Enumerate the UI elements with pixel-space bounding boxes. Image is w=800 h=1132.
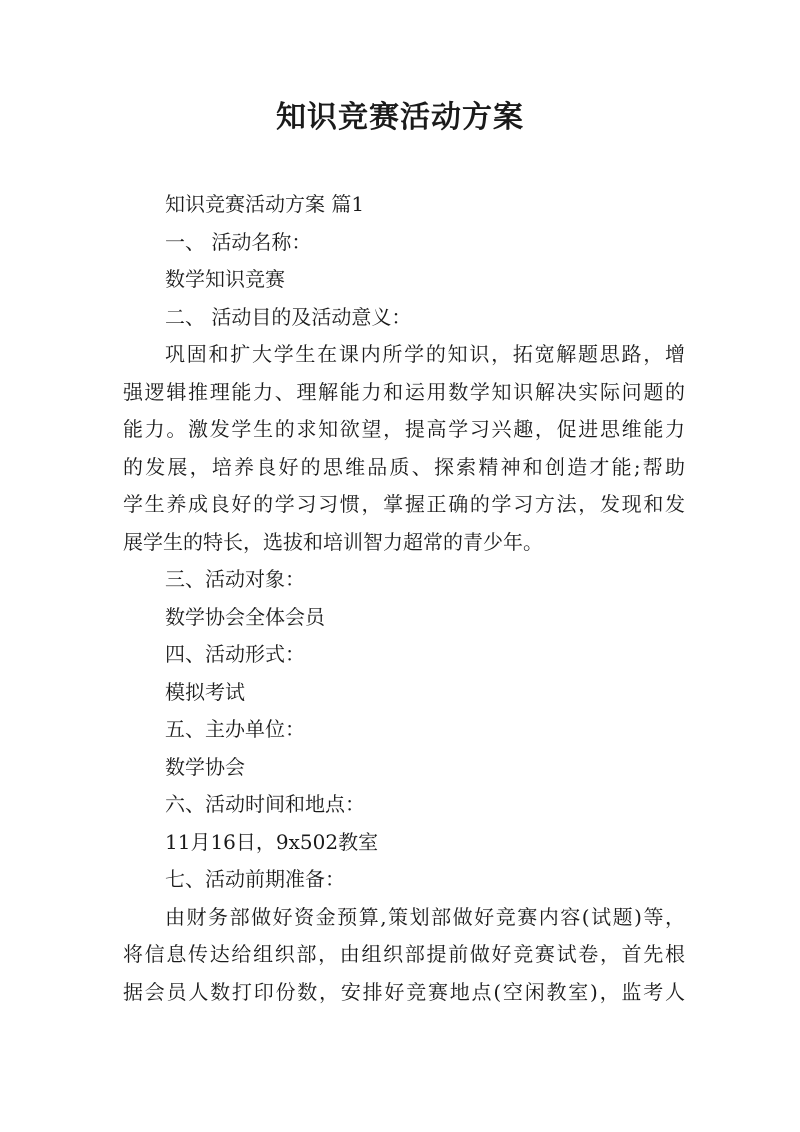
item-value-3: 数学协会全体会员 — [165, 604, 325, 629]
paragraph-line: 据会员人数打印份数，安排好竞赛地点(空闲教室)，监考人 — [123, 979, 685, 1004]
item-value-4: 模拟考试 — [165, 679, 245, 704]
document-body — [123, 186, 685, 1011]
item-value-1: 数学知识竞赛 — [165, 267, 285, 291]
item-heading-4: 四、活动形式： — [165, 642, 305, 666]
item-heading-7: 七、活动前期准备： — [165, 867, 345, 891]
paragraph-line: 由财务部做好资金预算,策划部做好竞赛内容(试题)等， — [165, 904, 685, 929]
paragraph-line: 学生养成良好的学习习惯，掌握正确的学习方法，发现和发 — [123, 492, 685, 516]
paragraph-line: 强逻辑推理能力、理解能力和运用数学知识解决实际问题的 — [123, 379, 685, 404]
item-value-6: 11月16日，9x502教室 — [165, 829, 379, 854]
paragraph-purpose — [123, 336, 685, 561]
paragraph-line: 的发展，培养良好的思维品质、探索精神和创造才能;帮助 — [123, 454, 685, 479]
paragraph-line: 展学生的特长，选拔和培训智力超常的青少年。 — [123, 529, 543, 554]
item-heading-5: 五、主办单位： — [165, 717, 305, 741]
page-title: 知识竞赛活动方案 — [276, 100, 524, 135]
item-heading-3: 三、活动对象： — [165, 567, 305, 591]
item-heading-2: 二、 活动目的及活动意义： — [165, 304, 412, 329]
item-heading-6: 六、活动时间和地点： — [165, 792, 365, 816]
paragraph-line: 能力。激发学生的求知欲望，提高学习兴趣，促进思维能力 — [123, 417, 685, 441]
section-heading: 知识竞赛活动方案 篇1 — [165, 192, 365, 216]
paragraph-preparation — [123, 899, 685, 1012]
paragraph-line: 巩固和扩大学生在课内所学的知识，拓宽解题思路，增 — [165, 342, 685, 366]
paragraph-line: 将信息传达给组织部，由组织部提前做好竞赛试卷，首先根 — [123, 942, 685, 966]
item-value-5: 数学协会 — [165, 754, 245, 779]
item-heading-1: 一、 活动名称： — [165, 229, 312, 254]
